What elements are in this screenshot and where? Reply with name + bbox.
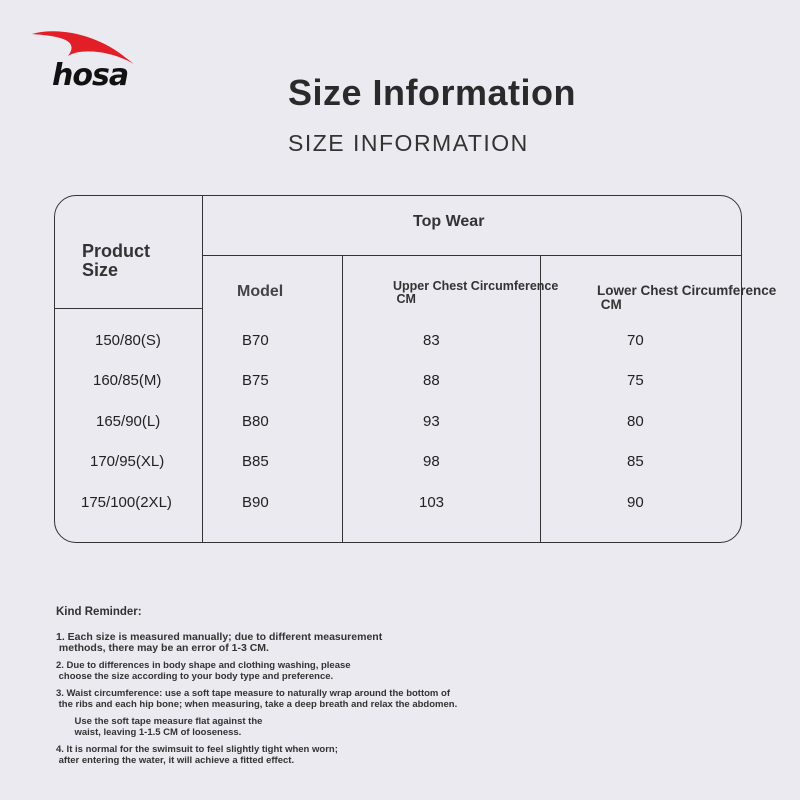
kind-reminder: [56, 606, 457, 773]
header-model: Model: [237, 283, 284, 300]
table-divider: [55, 308, 202, 309]
table-cell-upper-chest: 98: [423, 453, 440, 470]
table-cell-lower-chest: 85: [627, 453, 644, 470]
table-cell-lower-chest: 80: [627, 413, 644, 430]
table-cell-model: B80: [242, 413, 269, 430]
size-table: [54, 195, 742, 543]
reminder-item: Use the soft tape measure flat against the waist, leaving 1-1.5 CM of looseness.: [74, 716, 263, 738]
header-product-size: Product Size: [82, 241, 151, 280]
table-cell-lower-chest: 70: [627, 332, 644, 349]
reminder-title: Kind Reminder:: [56, 606, 142, 618]
table-divider: [202, 255, 742, 256]
header-upper-chest: Upper Chest Circumference CM: [393, 279, 559, 306]
table-cell-lower-chest: 90: [627, 494, 644, 511]
table-divider: [342, 255, 343, 542]
table-cell-size: 170/95(XL): [90, 453, 165, 470]
table-cell-size: 175/100(2XL): [81, 494, 172, 511]
table-cell-upper-chest: 103: [419, 494, 445, 511]
table-divider: [202, 196, 203, 542]
reminder-item: 4. It is normal for the swimsuit to feel slightly tight when worn; after entering the water, it will achieve a fitted effect.: [56, 744, 338, 766]
logo-text: hosa: [52, 58, 129, 93]
table-cell-size: 160/85(M): [93, 372, 162, 389]
table-cell-lower-chest: 75: [627, 372, 644, 389]
table-cell-model: B75: [242, 372, 269, 389]
table-cell-size: 165/90(L): [96, 413, 161, 430]
table-cell-upper-chest: 83: [423, 332, 440, 349]
table-cell-upper-chest: 88: [423, 372, 440, 389]
brand-logo: [30, 28, 140, 98]
table-cell-size: 150/80(S): [95, 332, 161, 349]
table-cell-upper-chest: 93: [423, 413, 440, 430]
page-title: Size Information: [288, 72, 577, 113]
header-lower-chest: Lower Chest Circumference CM: [597, 283, 777, 312]
reminder-item: 1. Each size is measured manually; due to different measurement methods, there may be an error of 1-3 CM.: [56, 631, 383, 654]
reminder-item: 3. Waist circumference: use a soft tape measure to naturally wrap around the bottom of the ribs and each hip bone; when measuring, take a deep breath and relax the abdomen.: [56, 688, 458, 710]
page-subtitle: SIZE INFORMATION: [288, 130, 529, 156]
table-cell-model: B70: [242, 332, 269, 349]
header-top-wear: Top Wear: [413, 213, 485, 230]
reminder-item: 2. Due to differences in body shape and clothing washing, please choose the size according to your body type and preference.: [56, 660, 351, 682]
table-cell-model: B90: [242, 494, 269, 511]
table-cell-model: B85: [242, 453, 269, 470]
